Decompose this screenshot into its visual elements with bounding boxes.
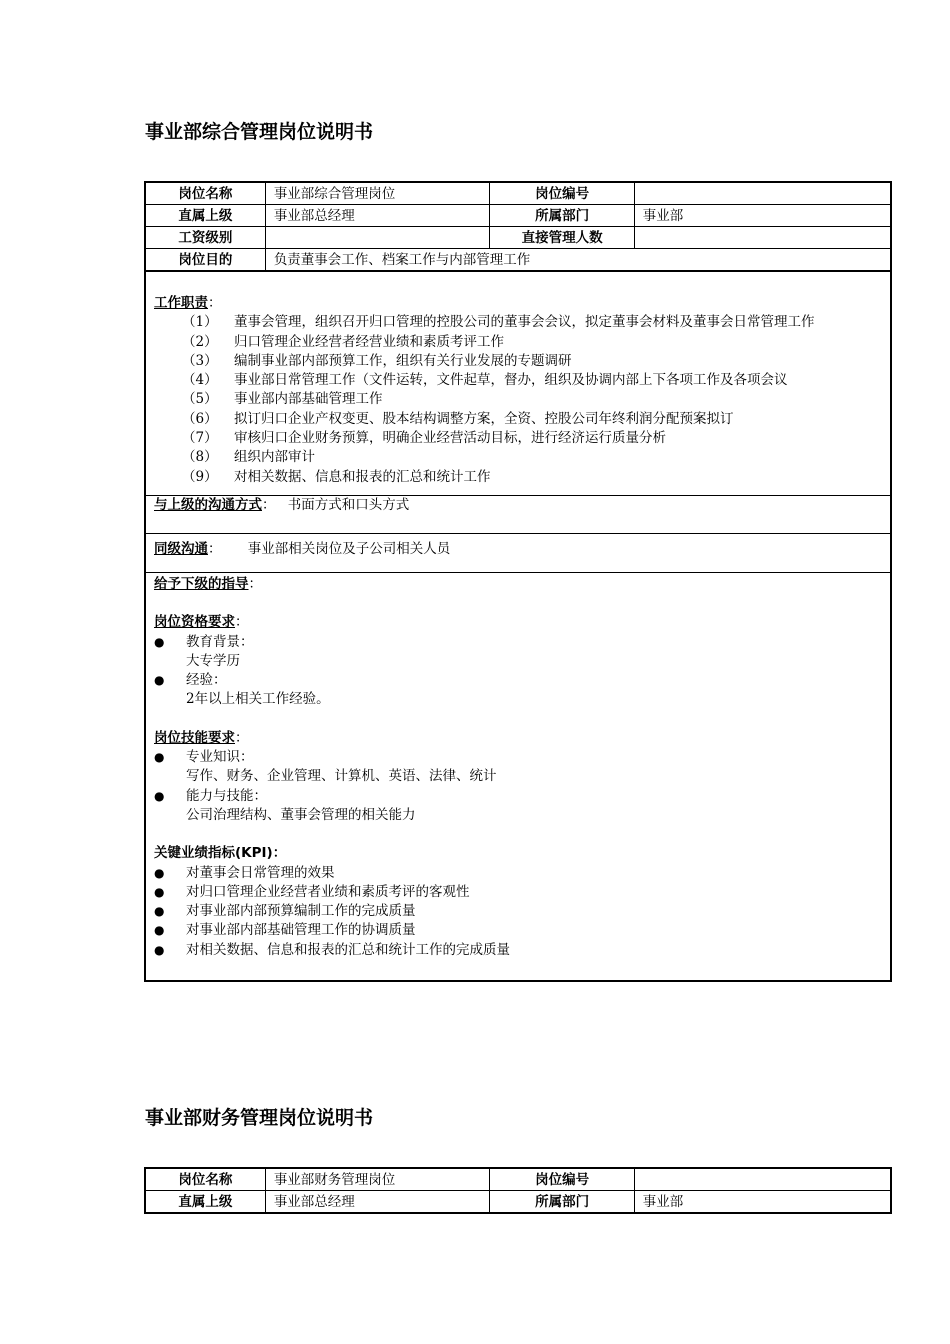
duty-text: 拟订归口企业产权变更、股本结构调整方案，全资、控股公司年终利润分配预案拟订: [234, 410, 734, 427]
table-row: [145, 249, 891, 272]
department-label: 所属部门: [490, 205, 634, 227]
experience-label: 经验：: [186, 672, 227, 689]
duties-list: [154, 313, 882, 487]
ability-value: 公司治理结构、董事会管理的相关能力: [186, 806, 416, 823]
duty-text: 事业部内部基础管理工作: [234, 391, 383, 408]
table-row: [145, 1191, 891, 1214]
heading-colon: ：: [235, 614, 249, 631]
duty-item: [154, 468, 882, 487]
position-name-value: 事业部综合管理岗位: [265, 182, 490, 205]
kpi-item: [154, 941, 882, 960]
duty-item: [154, 429, 882, 448]
bullet-icon: ●: [154, 904, 165, 919]
list-item: [154, 633, 882, 652]
education-label: 教育背景：: [186, 633, 254, 650]
bullet-icon: ●: [154, 865, 165, 880]
kpi-text: 对事业部内部预算编制工作的完成质量: [186, 903, 416, 920]
duties-heading: 工作职责: [154, 295, 208, 311]
superior-value: 事业部总经理: [265, 1191, 490, 1214]
duty-text: 组织内部审计: [234, 449, 315, 466]
duty-number: （6）: [182, 410, 218, 427]
experience-value: 2年以上相关工作经验。: [186, 691, 330, 708]
education-value: 大专学历: [186, 652, 240, 669]
ability-label: 能力与技能：: [186, 787, 267, 804]
kpi-text: 对事业部内部基础管理工作的协调质量: [186, 922, 416, 939]
bullet-icon: ●: [154, 942, 165, 957]
kpi-item: [154, 864, 882, 883]
kpi-item: [154, 883, 882, 902]
duty-number: （1）: [182, 314, 218, 331]
duty-number: （2）: [182, 333, 218, 350]
duty-number: （8）: [182, 449, 218, 466]
upward-communication-value: 书面方式和口头方式: [287, 496, 410, 513]
superior-value: 事业部总经理: [265, 205, 490, 227]
direct-reports-value: [634, 227, 891, 249]
position-code-label: 岗位编号: [490, 182, 634, 205]
page-title: 事业部财务管理岗位说明书: [145, 1107, 374, 1129]
duty-text: 归口管理企业经营者经营业绩和素质考评工作: [234, 333, 504, 350]
kpi-list: [154, 864, 882, 960]
bullet-icon: ●: [154, 923, 165, 938]
list-item: [154, 748, 882, 767]
heading-colon: ：: [235, 729, 249, 746]
list-item: [154, 787, 882, 806]
peer-communication-value: 事业部相关岗位及子公司相关人员: [247, 540, 451, 557]
department-value: 事业部: [634, 205, 891, 227]
position-code-value: [634, 1168, 891, 1191]
duty-item: [154, 313, 882, 332]
department-value: 事业部: [634, 1191, 891, 1214]
position-name-label: 岗位名称: [145, 182, 265, 205]
duty-item: [154, 352, 882, 371]
position-info-table: [144, 1167, 892, 1214]
department-label: 所属部门: [490, 1191, 634, 1214]
superior-label: 直属上级: [145, 1191, 265, 1214]
knowledge-label: 专业知识：: [186, 749, 254, 766]
table-row: [145, 182, 891, 205]
salary-level-value: [265, 227, 490, 249]
position-name-value: 事业部财务管理岗位: [265, 1168, 490, 1191]
page-title: 事业部综合管理岗位说明书: [145, 121, 374, 143]
duty-text: 审核归口企业财务预算，明确企业经营活动目标，进行经济运行质量分析: [234, 430, 666, 447]
bullet-icon: ●: [154, 884, 165, 899]
position-name-label: 岗位名称: [145, 1168, 265, 1191]
knowledge-value: 写作、财务、企业管理、计算机、英语、法律、统计: [186, 768, 497, 785]
heading-colon: ：: [208, 540, 222, 557]
position-info-table: [144, 181, 892, 272]
salary-level-label: 工资级别: [145, 227, 265, 249]
superior-label: 直属上级: [145, 205, 265, 227]
duty-number: （5）: [182, 391, 218, 408]
skill-heading: 岗位技能要求: [154, 729, 235, 746]
upward-communication-heading: 与上级的沟通方式: [154, 496, 262, 513]
kpi-text: 对相关数据、信息和报表的汇总和统计工作的完成质量: [186, 941, 510, 958]
requirements-section: [146, 572, 890, 980]
duty-text: 对相关数据、信息和报表的汇总和统计工作: [234, 468, 491, 485]
duty-number: （4）: [182, 372, 218, 389]
heading-colon: ：: [208, 295, 222, 311]
duty-text: 编制事业部内部预算工作，组织有关行业发展的专题调研: [234, 352, 572, 369]
duty-item: [154, 410, 882, 429]
kpi-item: [154, 921, 882, 940]
position-code-label: 岗位编号: [490, 1168, 634, 1191]
duty-number: （9）: [182, 468, 218, 485]
duty-item: [154, 371, 882, 390]
kpi-heading: 关键业绩指标(KPI)：: [154, 845, 287, 862]
upward-communication-section: [146, 495, 890, 533]
duty-number: （3）: [182, 352, 218, 369]
table-row: [145, 227, 891, 249]
kpi-text: 对归口管理企业经营者业绩和素质考评的客观性: [186, 883, 470, 900]
table-row: [145, 1168, 891, 1191]
bullet-icon: ●: [154, 673, 165, 688]
kpi-item: [154, 902, 882, 921]
table-row: [145, 205, 891, 227]
kpi-text: 对董事会日常管理的效果: [186, 864, 335, 881]
heading-colon: ：: [262, 496, 276, 513]
direct-reports-label: 直接管理人数: [490, 227, 634, 249]
guidance-heading: 给予下级的指导: [154, 575, 249, 592]
purpose-label: 岗位目的: [145, 249, 265, 272]
purpose-value: 负责董事会工作、档案工作与内部管理工作: [265, 249, 891, 272]
duty-item: [154, 448, 882, 467]
peer-communication-heading: 同级沟通: [154, 540, 208, 557]
bullet-icon: ●: [154, 788, 165, 803]
duty-number: （7）: [182, 430, 218, 447]
list-item: [154, 671, 882, 690]
duty-text: 董事会管理，组织召开归口管理的控股公司的董事会会议，拟定董事会材料及董事会日常管理工作: [234, 314, 815, 331]
duty-item: [154, 390, 882, 409]
duty-text: 事业部日常管理工作（文件运转，文件起草，督办，组织及协调内部上下各项工作及各项会议: [234, 372, 788, 389]
duties-section: [146, 270, 890, 495]
peer-communication-section: [146, 533, 890, 572]
job-details-box: [144, 270, 892, 982]
bullet-icon: ●: [154, 750, 165, 765]
duty-item: [154, 333, 882, 352]
heading-colon: ：: [248, 575, 262, 592]
bullet-icon: ●: [154, 634, 165, 649]
position-code-value: [634, 182, 891, 205]
qualification-heading: 岗位资格要求: [154, 614, 235, 631]
